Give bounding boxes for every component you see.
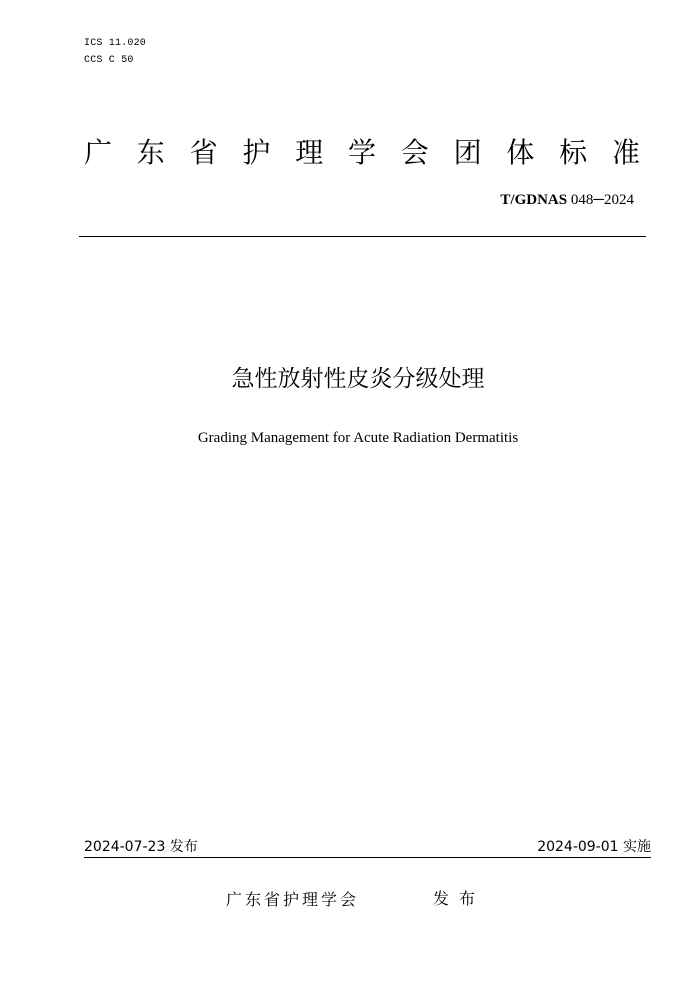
publish-label: 发布 bbox=[433, 889, 486, 908]
bottom-divider bbox=[84, 857, 651, 858]
title-char: 团 bbox=[453, 136, 482, 169]
publisher-name: 广东省护理学会 bbox=[226, 890, 360, 909]
top-divider bbox=[79, 236, 646, 237]
title-char: 省 bbox=[189, 136, 218, 169]
standard-number bbox=[500, 190, 634, 210]
title-char: 学 bbox=[347, 136, 376, 169]
standard-number-value: 048─2024 bbox=[567, 192, 634, 208]
title-char: 会 bbox=[400, 136, 429, 169]
standard-number-prefix: T/GDNAS bbox=[500, 192, 568, 208]
title-char: 体 bbox=[506, 136, 535, 169]
document-title-english: Grading Management for Acute Radiation Dermatitis bbox=[197, 430, 519, 446]
organization-standard-title bbox=[84, 133, 640, 173]
release-date: 2024-07-23 发布 bbox=[84, 839, 198, 855]
title-char: 理 bbox=[295, 136, 324, 169]
implementation-date: 2024-09-01 实施 bbox=[537, 839, 651, 855]
title-char: 护 bbox=[242, 136, 271, 169]
title-char: 东 bbox=[136, 136, 165, 169]
title-char: 准 bbox=[611, 136, 640, 169]
title-char: 标 bbox=[559, 136, 588, 169]
ics-code: ICS 11.020 bbox=[84, 38, 147, 49]
document-title-chinese: 急性放射性皮炎分级处理 bbox=[231, 366, 485, 392]
title-char: 广 bbox=[84, 136, 113, 169]
ccs-code: CCS C 50 bbox=[84, 55, 134, 66]
